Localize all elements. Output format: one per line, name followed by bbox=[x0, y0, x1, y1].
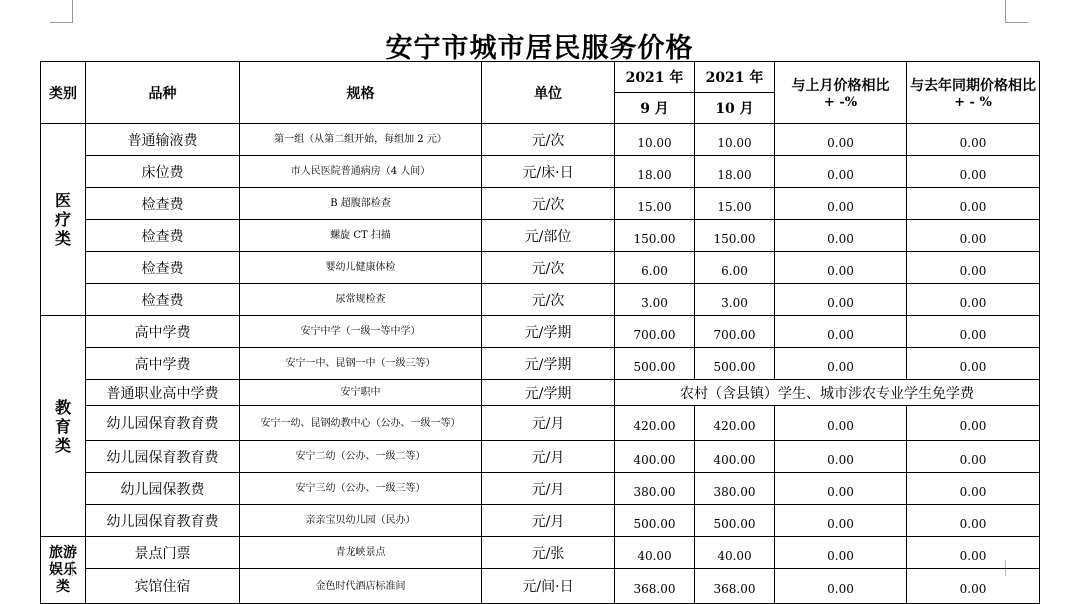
table-row bbox=[41, 569, 1040, 604]
spec-cell: 亲亲宝贝幼儿园（民办） bbox=[240, 505, 482, 537]
yoy-cell: 0.00 bbox=[907, 252, 1040, 284]
header-mom-sub: + -% bbox=[823, 95, 858, 110]
spec-cell: 安宁一中、昆钢一中（一级三等） bbox=[240, 348, 482, 380]
price-oct-cell: 150.00 bbox=[695, 220, 775, 252]
yoy-cell: 0.00 bbox=[907, 537, 1040, 569]
yoy-cell: 0.00 bbox=[907, 220, 1040, 252]
unit-cell: 元/学期 bbox=[482, 380, 615, 406]
mom-cell: 0.00 bbox=[775, 505, 907, 537]
spec-cell: 安宁职中 bbox=[240, 380, 482, 406]
variety-cell: 宾馆住宿 bbox=[86, 569, 240, 604]
price-oct-cell: 15.00 bbox=[695, 188, 775, 220]
price-sep-cell: 15.00 bbox=[615, 188, 695, 220]
table-row bbox=[41, 124, 1040, 156]
mom-cell: 0.00 bbox=[775, 156, 907, 188]
unit-cell: 元/次 bbox=[482, 124, 615, 156]
unit-cell: 元/学期 bbox=[482, 348, 615, 380]
variety-cell: 幼儿园保育教育费 bbox=[86, 441, 240, 473]
table-row bbox=[41, 156, 1040, 188]
variety-cell: 检查费 bbox=[86, 284, 240, 316]
spec-cell: 金色时代酒店标准间 bbox=[240, 569, 482, 604]
crop-mark-right bbox=[1005, 0, 1028, 23]
variety-cell: 检查费 bbox=[86, 220, 240, 252]
table-row bbox=[41, 380, 1040, 406]
yoy-cell: 0.00 bbox=[907, 156, 1040, 188]
header-mom bbox=[775, 62, 907, 124]
spec-cell: 第一组（从第二组开始，每组加 2 元） bbox=[240, 124, 482, 156]
price-oct-cell: 420.00 bbox=[695, 406, 775, 441]
unit-cell: 元/月 bbox=[482, 441, 615, 473]
header-month-curr: 10 月 bbox=[695, 93, 775, 124]
mom-cell: 0.00 bbox=[775, 252, 907, 284]
price-oct-cell: 368.00 bbox=[695, 569, 775, 604]
variety-cell: 检查费 bbox=[86, 188, 240, 220]
spec-cell: 安宁三幼（公办、一级三等） bbox=[240, 473, 482, 505]
price-sep-cell: 6.00 bbox=[615, 252, 695, 284]
spec-cell: 安宁一幼、昆钢幼教中心（公办、一级一等） bbox=[240, 406, 482, 441]
unit-cell: 元/月 bbox=[482, 473, 615, 505]
crop-mark-left bbox=[50, 0, 73, 23]
price-sep-cell: 10.00 bbox=[615, 124, 695, 156]
table-row bbox=[41, 220, 1040, 252]
unit-cell: 元/床·日 bbox=[482, 156, 615, 188]
category-cell-medical: 医 疗 类 bbox=[41, 124, 86, 316]
category-cell-education: 教 育 类 bbox=[41, 316, 86, 537]
header-year-prev: 2021 年 bbox=[615, 62, 695, 93]
mom-cell: 0.00 bbox=[775, 569, 907, 604]
unit-cell: 元/学期 bbox=[482, 316, 615, 348]
price-sep-cell: 500.00 bbox=[615, 348, 695, 380]
price-oct-cell: 40.00 bbox=[695, 537, 775, 569]
price-oct-cell: 10.00 bbox=[695, 124, 775, 156]
spec-cell: B 超腹部检查 bbox=[240, 188, 482, 220]
price-sep-cell: 150.00 bbox=[615, 220, 695, 252]
variety-cell: 幼儿园保育教育费 bbox=[86, 505, 240, 537]
mom-cell: 0.00 bbox=[775, 284, 907, 316]
table-row bbox=[41, 537, 1040, 569]
unit-cell: 元/部位 bbox=[482, 220, 615, 252]
price-sep-cell: 400.00 bbox=[615, 441, 695, 473]
header-yoy-label: 与去年同期价格相比 bbox=[910, 78, 1036, 94]
table-body bbox=[41, 124, 1040, 604]
yoy-cell: 0.00 bbox=[907, 473, 1040, 505]
variety-cell: 检查费 bbox=[86, 252, 240, 284]
spec-cell: 尿常规检查 bbox=[240, 284, 482, 316]
price-sep-cell: 3.00 bbox=[615, 284, 695, 316]
price-sep-cell: 380.00 bbox=[615, 473, 695, 505]
spec-cell: 安宁中学（一级一等中学） bbox=[240, 316, 482, 348]
yoy-cell: 0.00 bbox=[907, 124, 1040, 156]
variety-cell: 高中学费 bbox=[86, 348, 240, 380]
mom-cell: 0.00 bbox=[775, 441, 907, 473]
price-oct-cell: 500.00 bbox=[695, 348, 775, 380]
price-sep-cell: 368.00 bbox=[615, 569, 695, 604]
mom-cell: 0.00 bbox=[775, 124, 907, 156]
price-oct-cell: 500.00 bbox=[695, 505, 775, 537]
variety-cell: 普通输液费 bbox=[86, 124, 240, 156]
category-cell-tourism: 旅游 娱乐 类 bbox=[41, 537, 86, 604]
header-category: 类别 bbox=[41, 62, 86, 124]
header-month-prev: 9 月 bbox=[615, 93, 695, 124]
yoy-cell: 0.00 bbox=[907, 188, 1040, 220]
spec-cell: 安宁二幼（公办、一级二等） bbox=[240, 441, 482, 473]
table-row bbox=[41, 473, 1040, 505]
table-row bbox=[41, 316, 1040, 348]
yoy-cell: 0.00 bbox=[907, 348, 1040, 380]
variety-cell: 景点门票 bbox=[86, 537, 240, 569]
price-oct-cell: 18.00 bbox=[695, 156, 775, 188]
document-title: 安宁市城市居民服务价格 bbox=[385, 33, 694, 64]
variety-cell: 高中学费 bbox=[86, 316, 240, 348]
unit-cell: 元/次 bbox=[482, 252, 615, 284]
variety-cell: 幼儿园保教费 bbox=[86, 473, 240, 505]
spec-cell: 青龙峡景点 bbox=[240, 537, 482, 569]
table-row bbox=[41, 406, 1040, 441]
header-year-curr: 2021 年 bbox=[695, 62, 775, 93]
header-variety: 品种 bbox=[86, 62, 240, 124]
variety-cell: 普通职业高中学费 bbox=[86, 380, 240, 406]
spec-cell: 螺旋 CT 扫描 bbox=[240, 220, 482, 252]
header-unit: 单位 bbox=[482, 62, 615, 124]
price-sep-cell: 500.00 bbox=[615, 505, 695, 537]
unit-cell: 元/月 bbox=[482, 505, 615, 537]
unit-cell: 元/次 bbox=[482, 284, 615, 316]
mom-cell: 0.00 bbox=[775, 188, 907, 220]
header-mom-label: 与上月价格相比 bbox=[791, 78, 890, 94]
price-sep-cell: 420.00 bbox=[615, 406, 695, 441]
unit-cell: 元/次 bbox=[482, 188, 615, 220]
price-oct-cell: 700.00 bbox=[695, 316, 775, 348]
variety-cell: 床位费 bbox=[86, 156, 240, 188]
unit-cell: 元/月 bbox=[482, 406, 615, 441]
yoy-cell: 0.00 bbox=[907, 406, 1040, 441]
table-row bbox=[41, 348, 1040, 380]
mom-cell: 0.00 bbox=[775, 316, 907, 348]
price-oct-cell: 400.00 bbox=[695, 441, 775, 473]
mom-cell: 0.00 bbox=[775, 406, 907, 441]
yoy-cell: 0.00 bbox=[907, 284, 1040, 316]
spec-cell: 市人民医院普通病房（4 人间） bbox=[240, 156, 482, 188]
yoy-cell: 0.00 bbox=[907, 569, 1040, 604]
price-table bbox=[40, 61, 1040, 604]
price-sep-cell: 18.00 bbox=[615, 156, 695, 188]
yoy-cell: 0.00 bbox=[907, 441, 1040, 473]
unit-cell: 元/张 bbox=[482, 537, 615, 569]
price-oct-cell: 3.00 bbox=[695, 284, 775, 316]
variety-cell: 幼儿园保育教育费 bbox=[86, 406, 240, 441]
table-row bbox=[41, 188, 1040, 220]
mom-cell: 0.00 bbox=[775, 537, 907, 569]
price-oct-cell: 380.00 bbox=[695, 473, 775, 505]
header-spec: 规格 bbox=[240, 62, 482, 124]
table-row bbox=[41, 505, 1040, 537]
mom-cell: 0.00 bbox=[775, 220, 907, 252]
price-sep-cell: 40.00 bbox=[615, 537, 695, 569]
spec-cell: 婴幼儿健康体检 bbox=[240, 252, 482, 284]
mom-cell: 0.00 bbox=[775, 473, 907, 505]
price-oct-cell: 6.00 bbox=[695, 252, 775, 284]
yoy-cell: 0.00 bbox=[907, 316, 1040, 348]
mom-cell: 0.00 bbox=[775, 348, 907, 380]
yoy-cell: 0.00 bbox=[907, 505, 1040, 537]
header-yoy-sub: + - % bbox=[954, 95, 992, 110]
price-sep-cell: 700.00 bbox=[615, 316, 695, 348]
unit-cell: 元/间·日 bbox=[482, 569, 615, 604]
table-row bbox=[41, 284, 1040, 316]
table-row bbox=[41, 252, 1040, 284]
note-cell: 农村（含县镇）学生、城市涉农专业学生免学费 bbox=[615, 380, 1040, 406]
header-yoy bbox=[907, 62, 1040, 124]
table-row bbox=[41, 441, 1040, 473]
